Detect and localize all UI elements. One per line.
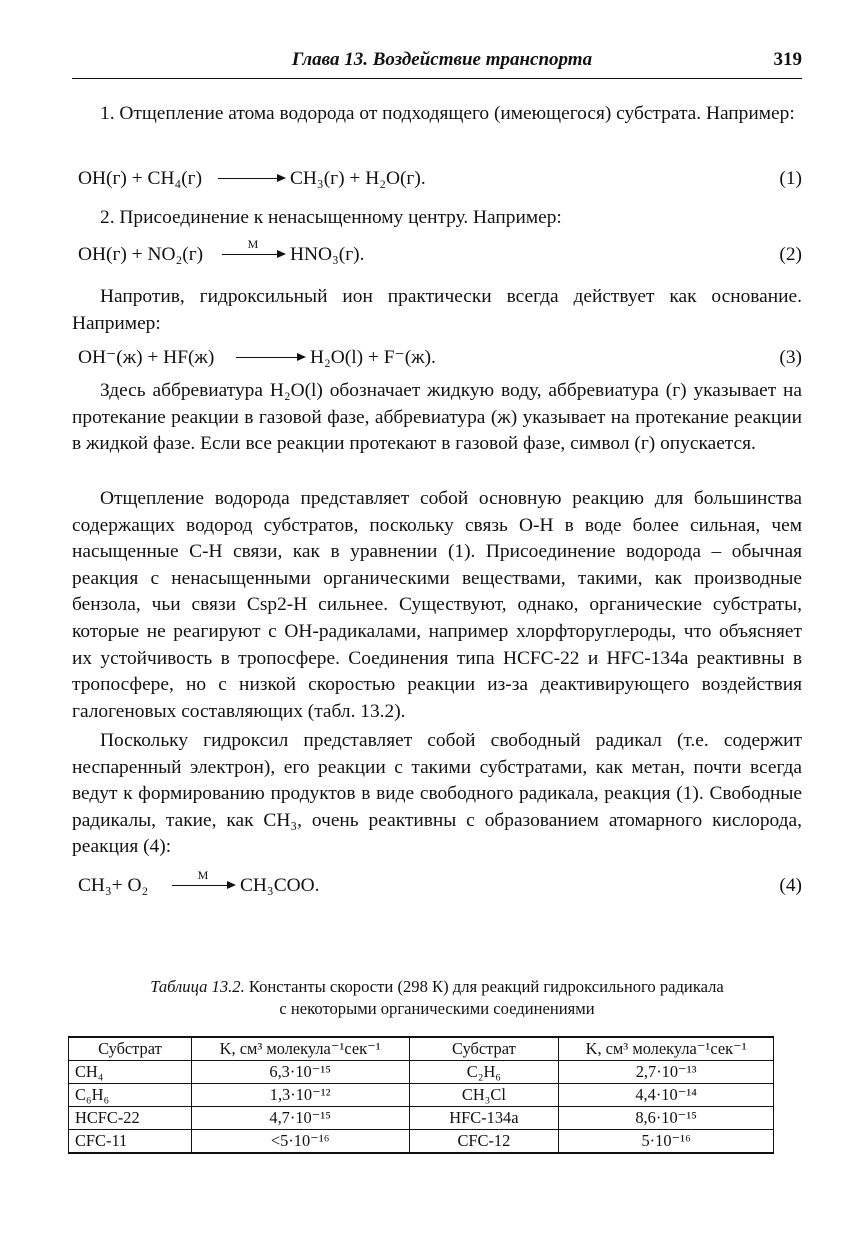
table-cell: HFC-134a <box>409 1107 559 1130</box>
paragraph-3: Напротив, гидроксильный ион практически всегда действует как основание. Например: <box>72 286 802 334</box>
table-cell: 1,3·10⁻¹² <box>191 1084 409 1107</box>
reaction-arrow-icon <box>222 237 284 255</box>
table-cell: C₂H₆ <box>409 1061 559 1084</box>
table-cell: CFC-11 <box>69 1130 192 1154</box>
table-cell: 8,6·10⁻¹⁵ <box>559 1107 774 1130</box>
equation-1-rhs: CH₃(г) + H₂O(г). <box>290 168 426 189</box>
column-header: Субстрат <box>409 1037 559 1061</box>
equation-4-number: (4) <box>779 875 802 896</box>
paragraph-1: 1. Отщепление атома водорода от подходящего (имеющегося) субстрата. Например: <box>100 103 795 124</box>
table-caption-label: Таблица 13.2. <box>150 977 245 996</box>
arrow-label: M <box>197 868 209 882</box>
running-header <box>72 44 802 79</box>
equation-3 <box>78 345 802 371</box>
table-row <box>69 1061 774 1084</box>
chapter-title: Глава 13. Воздействие транспорта <box>291 49 593 70</box>
table-cell: 5·10⁻¹⁶ <box>559 1130 774 1154</box>
equation-2-lhs: OH(г) + NO₂(г) <box>78 244 204 265</box>
paragraph-2: 2. Присоединение к ненасыщенному центру. Например: <box>100 207 562 228</box>
equation-2-rhs: HNO₃(г). <box>290 244 365 265</box>
table-cell: 4,7·10⁻¹⁵ <box>191 1107 409 1130</box>
equation-1 <box>78 166 802 192</box>
equation-4-lhs: CH₃+ O₂ <box>78 875 149 896</box>
equation-2 <box>78 237 802 268</box>
table-cell: 2,7·10⁻¹³ <box>559 1061 774 1084</box>
table-cell: HCFC-22 <box>69 1107 192 1130</box>
paragraph-6: Поскольку гидроксил представляет собой свободный радикал (т.е. содержит неспаренный электрон), его реакции с такими субстратами, как метан, почти всегда ведут к формированию продуктов в виде свободного радикала, реакция (1). Свободные радикалы, такие, как CH₃, очень реактивны с образованием атомарного кислорода, реакция (4): <box>72 730 802 858</box>
equation-4 <box>78 868 802 899</box>
arrow-label: M <box>247 237 259 251</box>
equation-1-number: (1) <box>779 168 802 189</box>
table-cell: 6,3·10⁻¹⁵ <box>191 1061 409 1084</box>
equation-3-number: (3) <box>779 347 802 368</box>
rate-constants-table <box>68 1036 774 1154</box>
table-row <box>69 1107 774 1130</box>
equation-4-rhs: CH₃COO. <box>240 875 320 896</box>
table-cell: CH₄ <box>69 1061 192 1084</box>
table-caption-line2: с некоторыми органическими соединениями <box>279 999 595 1018</box>
reaction-arrow-icon <box>218 178 284 179</box>
table-cell: <5·10⁻¹⁶ <box>191 1130 409 1154</box>
table-caption <box>72 976 802 1020</box>
column-header: Субстрат <box>69 1037 192 1061</box>
table-caption-text: Константы скорости (298 К) для реакций гидроксильного радикала <box>248 977 724 996</box>
equation-2-number: (2) <box>779 244 802 265</box>
table-row <box>69 1084 774 1107</box>
table-cell: CFC-12 <box>409 1130 559 1154</box>
reaction-arrow-icon <box>236 357 304 358</box>
table-cell: CH₃Cl <box>409 1084 559 1107</box>
reaction-arrow-icon <box>172 868 234 886</box>
equation-3-rhs: H₂O(l) + F⁻(ж). <box>310 347 436 368</box>
equation-1-lhs: OH(г) + CH₄(г) <box>78 168 203 189</box>
column-header: K, см³ молекула⁻¹сек⁻¹ <box>191 1037 409 1061</box>
equation-3-lhs: OH⁻(ж) + HF(ж) <box>78 347 215 368</box>
table-header-row <box>69 1037 774 1061</box>
paragraph-5: Отщепление водорода представляет собой основную реакцию для большинства содержащих водород субстратов, поскольку связь О-Н в воде более сильная, чем насыщенные С-Н связи, как в уравнении (1). Присоединение водорода – обычная реакция с ненасыщенными органическими веществами, такими, как производные бензола, чьи связи Csp2-Н сильнее. Существуют, однако, органические субстраты, которые не реагируют с ОН-радикалами, например хлорфторуглероды, что объясняет их устойчивость в тропосфере. Соединения типа HCFC-22 и HFC-134a реактивны в тропосфере, но с низкой скоростью реакции из-за деактивирующего воздействия галогеновых составляющих (табл. 13.2). <box>72 488 802 722</box>
table-row <box>69 1130 774 1154</box>
paragraph-4: Здесь аббревиатура H₂O(l) обозначает жидкую воду, аббревиатура (г) указывает на протекание реакции в газовой фазе, аббревиатура (ж) указывает на протекание реакции в жидкой фазе. Если все реакции протекают в газовой фазе, символ (г) опускается. <box>72 380 802 455</box>
table-cell: C₆H₆ <box>69 1084 192 1107</box>
table-cell: 4,4·10⁻¹⁴ <box>559 1084 774 1107</box>
page-number: 319 <box>773 49 802 70</box>
column-header: K, см³ молекула⁻¹сек⁻¹ <box>559 1037 774 1061</box>
